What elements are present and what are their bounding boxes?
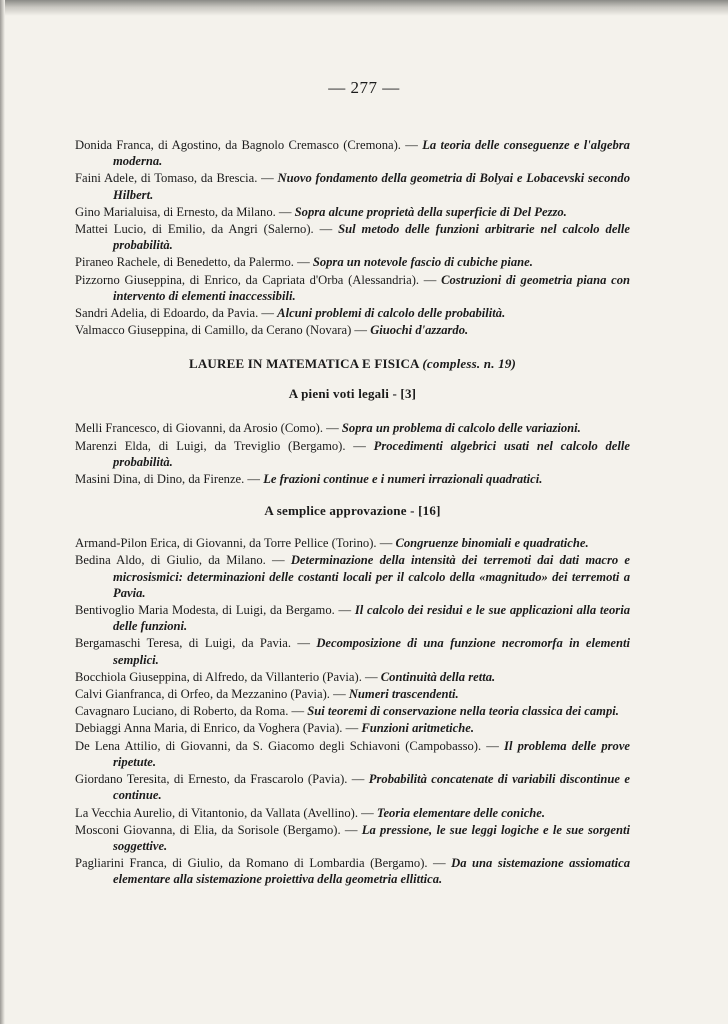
list-item — [75, 855, 630, 887]
list-item — [75, 686, 630, 702]
list-item — [75, 822, 630, 854]
list-item — [75, 805, 630, 821]
list-item — [75, 471, 630, 487]
entries-list-a — [75, 137, 630, 338]
heading-main-note: (compless. n. 19) — [422, 356, 517, 372]
entry-author: Cavagnaro Luciano, di Roberto, da Roma. — — [75, 704, 305, 719]
scan-left-edge — [0, 0, 5, 1024]
list-item — [75, 720, 630, 736]
entry-author: Bentivoglio Maria Modesta, di Luigi, da Bergamo. — — [75, 603, 352, 618]
entry-author: Melli Francesco, di Giovanni, da Arosio (Como). — — [75, 421, 339, 436]
entry-thesis-title: Giuochi d'azzardo. — [370, 323, 469, 338]
entry-author: Bedina Aldo, di Giulio, da Milano. — — [75, 553, 285, 568]
entry-thesis-title: Congruenze binomiali e quadratiche. — [395, 536, 589, 551]
entry-author: Marenzi Elda, di Luigi, da Treviglio (Bergamo). — — [75, 438, 366, 453]
section-heading-math-physics — [75, 356, 630, 372]
entry-thesis-title: Sui teoremi di conservazione nella teoria classica dei campi. — [307, 704, 619, 719]
entry-author: La Vecchia Aurelio, di Vitantonio, da Vallata (Avellino). — — [75, 805, 374, 820]
entry-author: Faini Adele, di Tomaso, da Brescia. — — [75, 171, 274, 186]
entry-thesis-title: Alcuni problemi di calcolo delle probabilità. — [277, 306, 506, 321]
entry-thesis-title: Il problema delle prove ripetute. — [113, 738, 631, 769]
entry-author: Pizzorno Giuseppina, di Enrico, da Capriata d'Orba (Alessandria). — — [75, 272, 437, 287]
list-item — [75, 170, 630, 202]
entry-thesis-title: Da una sistemazione assiomatica elementare alla sistemazione proiettiva della geometria ellittica. — [113, 856, 630, 887]
entries-list-c — [75, 535, 630, 887]
entry-author: Armand-Pilon Erica, di Giovanni, da Torre Pellice (Torino). — — [75, 536, 393, 551]
list-item — [75, 703, 630, 719]
entry-thesis-title: La pressione, le sue leggi logiche e le sue sorgenti soggettive. — [113, 822, 631, 853]
entry-author: Mosconi Giovanna, di Elia, da Sorisole (Bergamo). — — [75, 822, 358, 837]
list-item — [75, 221, 630, 253]
list-item — [75, 438, 630, 470]
entry-author: De Lena Attilio, di Giovanni, da S. Giacomo degli Schiavoni (Campobasso). — — [75, 738, 499, 753]
entry-author: Sandri Adelia, di Edoardo, da Pavia. — — [75, 306, 275, 321]
list-item — [75, 552, 630, 601]
list-item — [75, 254, 630, 270]
entry-author: Bergamaschi Teresa, di Luigi, da Pavia. — — [75, 636, 310, 651]
scan-top-edge — [0, 0, 728, 16]
entry-thesis-title: Funzioni aritmetiche. — [361, 721, 474, 736]
list-item — [75, 420, 630, 436]
list-item — [75, 669, 630, 685]
list-item — [75, 635, 630, 667]
entry-thesis-title: Costruzioni di geometria piana con intervento di elementi inaccessibili. — [113, 272, 630, 303]
entry-thesis-title: Sopra un notevole fascio di cubiche piane. — [312, 255, 533, 270]
list-item — [75, 771, 630, 803]
list-item — [75, 137, 630, 169]
page-content — [75, 137, 630, 889]
list-item — [75, 738, 630, 770]
entry-author: Debiaggi Anna Maria, di Enrico, da Voghera (Pavia). — — [75, 721, 359, 736]
entries-list-b — [75, 420, 630, 487]
list-item — [75, 322, 630, 338]
entry-author: Valmacco Giuseppina, di Camillo, da Cerano (Novara) — — [75, 323, 368, 338]
list-item — [75, 305, 630, 321]
entry-author: Piraneo Rachele, di Benedetto, da Palermo. — — [75, 255, 310, 270]
list-item — [75, 204, 630, 220]
entry-thesis-title: Decomposizione di una funzione necromorfa in elementi semplici. — [113, 636, 630, 667]
entry-thesis-title: Procedimenti algebrici usati nel calcolo delle probabilità. — [113, 438, 630, 469]
entry-thesis-title: Continuità della retta. — [380, 669, 496, 684]
entry-author: Giordano Teresita, di Ernesto, da Frascarolo (Pavia). — — [75, 772, 365, 787]
entry-thesis-title: Numeri trascendenti. — [348, 687, 459, 702]
entry-thesis-title: Probabilità concatenate di variabili discontinue e continue. — [113, 772, 630, 803]
page-number: — 277 — — [328, 78, 400, 97]
entry-thesis-title: Sul metodo delle funzioni arbitrarie nel calcolo delle probabilità. — [113, 222, 630, 253]
heading-main-text: LAUREE IN MATEMATICA E FISICA — [188, 356, 419, 372]
entry-thesis-title: La teoria delle conseguenze e l'algebra moderna. — [113, 138, 630, 169]
entry-author: Donida Franca, di Agostino, da Bagnolo Cremasco (Cremona). — — [75, 138, 418, 152]
list-item — [75, 602, 630, 634]
entry-thesis-title: Determinazione della intensità dei terremoti dai dati macro e microsismici: determinazioni delle costanti locali per il calcolo della «magnitudo» dei terremoti a Pavia. — [113, 553, 630, 600]
entry-thesis-title: Nuovo fondamento della geometria di Bolyai e Lobacevski secondo Hilbert. — [113, 171, 631, 202]
entry-author: Pagliarini Franca, di Giulio, da Romano di Lombardia (Bergamo). — — [75, 856, 446, 871]
subheading-simple-approval: A semplice approvazione - [16] — [264, 503, 441, 519]
entry-author: Masini Dina, di Dino, da Firenze. — — [75, 472, 261, 487]
entry-author: Gino Marialuisa, di Ernesto, da Milano. — — [75, 204, 292, 219]
entry-thesis-title: Il calcolo dei residui e le sue applicazioni alla teoria delle funzioni. — [113, 603, 630, 634]
subheading-full-marks: A pieni voti legali - [3] — [288, 386, 417, 402]
entry-author: Calvi Gianfranca, di Orfeo, da Mezzanino (Pavia). — — [75, 687, 346, 702]
entry-thesis-title: Sopra alcune proprietà della superficie di Del Pezzo. — [294, 204, 567, 219]
entry-author: Mattei Lucio, di Emilio, da Angri (Salerno). — — [75, 222, 333, 237]
entry-author: Bocchiola Giuseppina, di Alfredo, da Villanterio (Pavia). — — [75, 669, 378, 684]
entry-thesis-title: Le frazioni continue e i numeri irrazionali quadratici. — [263, 472, 543, 487]
entry-thesis-title: Teoria elementare delle coniche. — [376, 805, 546, 820]
list-item — [75, 535, 630, 551]
entry-thesis-title: Sopra un problema di calcolo delle variazioni. — [341, 421, 581, 436]
list-item — [75, 272, 630, 304]
